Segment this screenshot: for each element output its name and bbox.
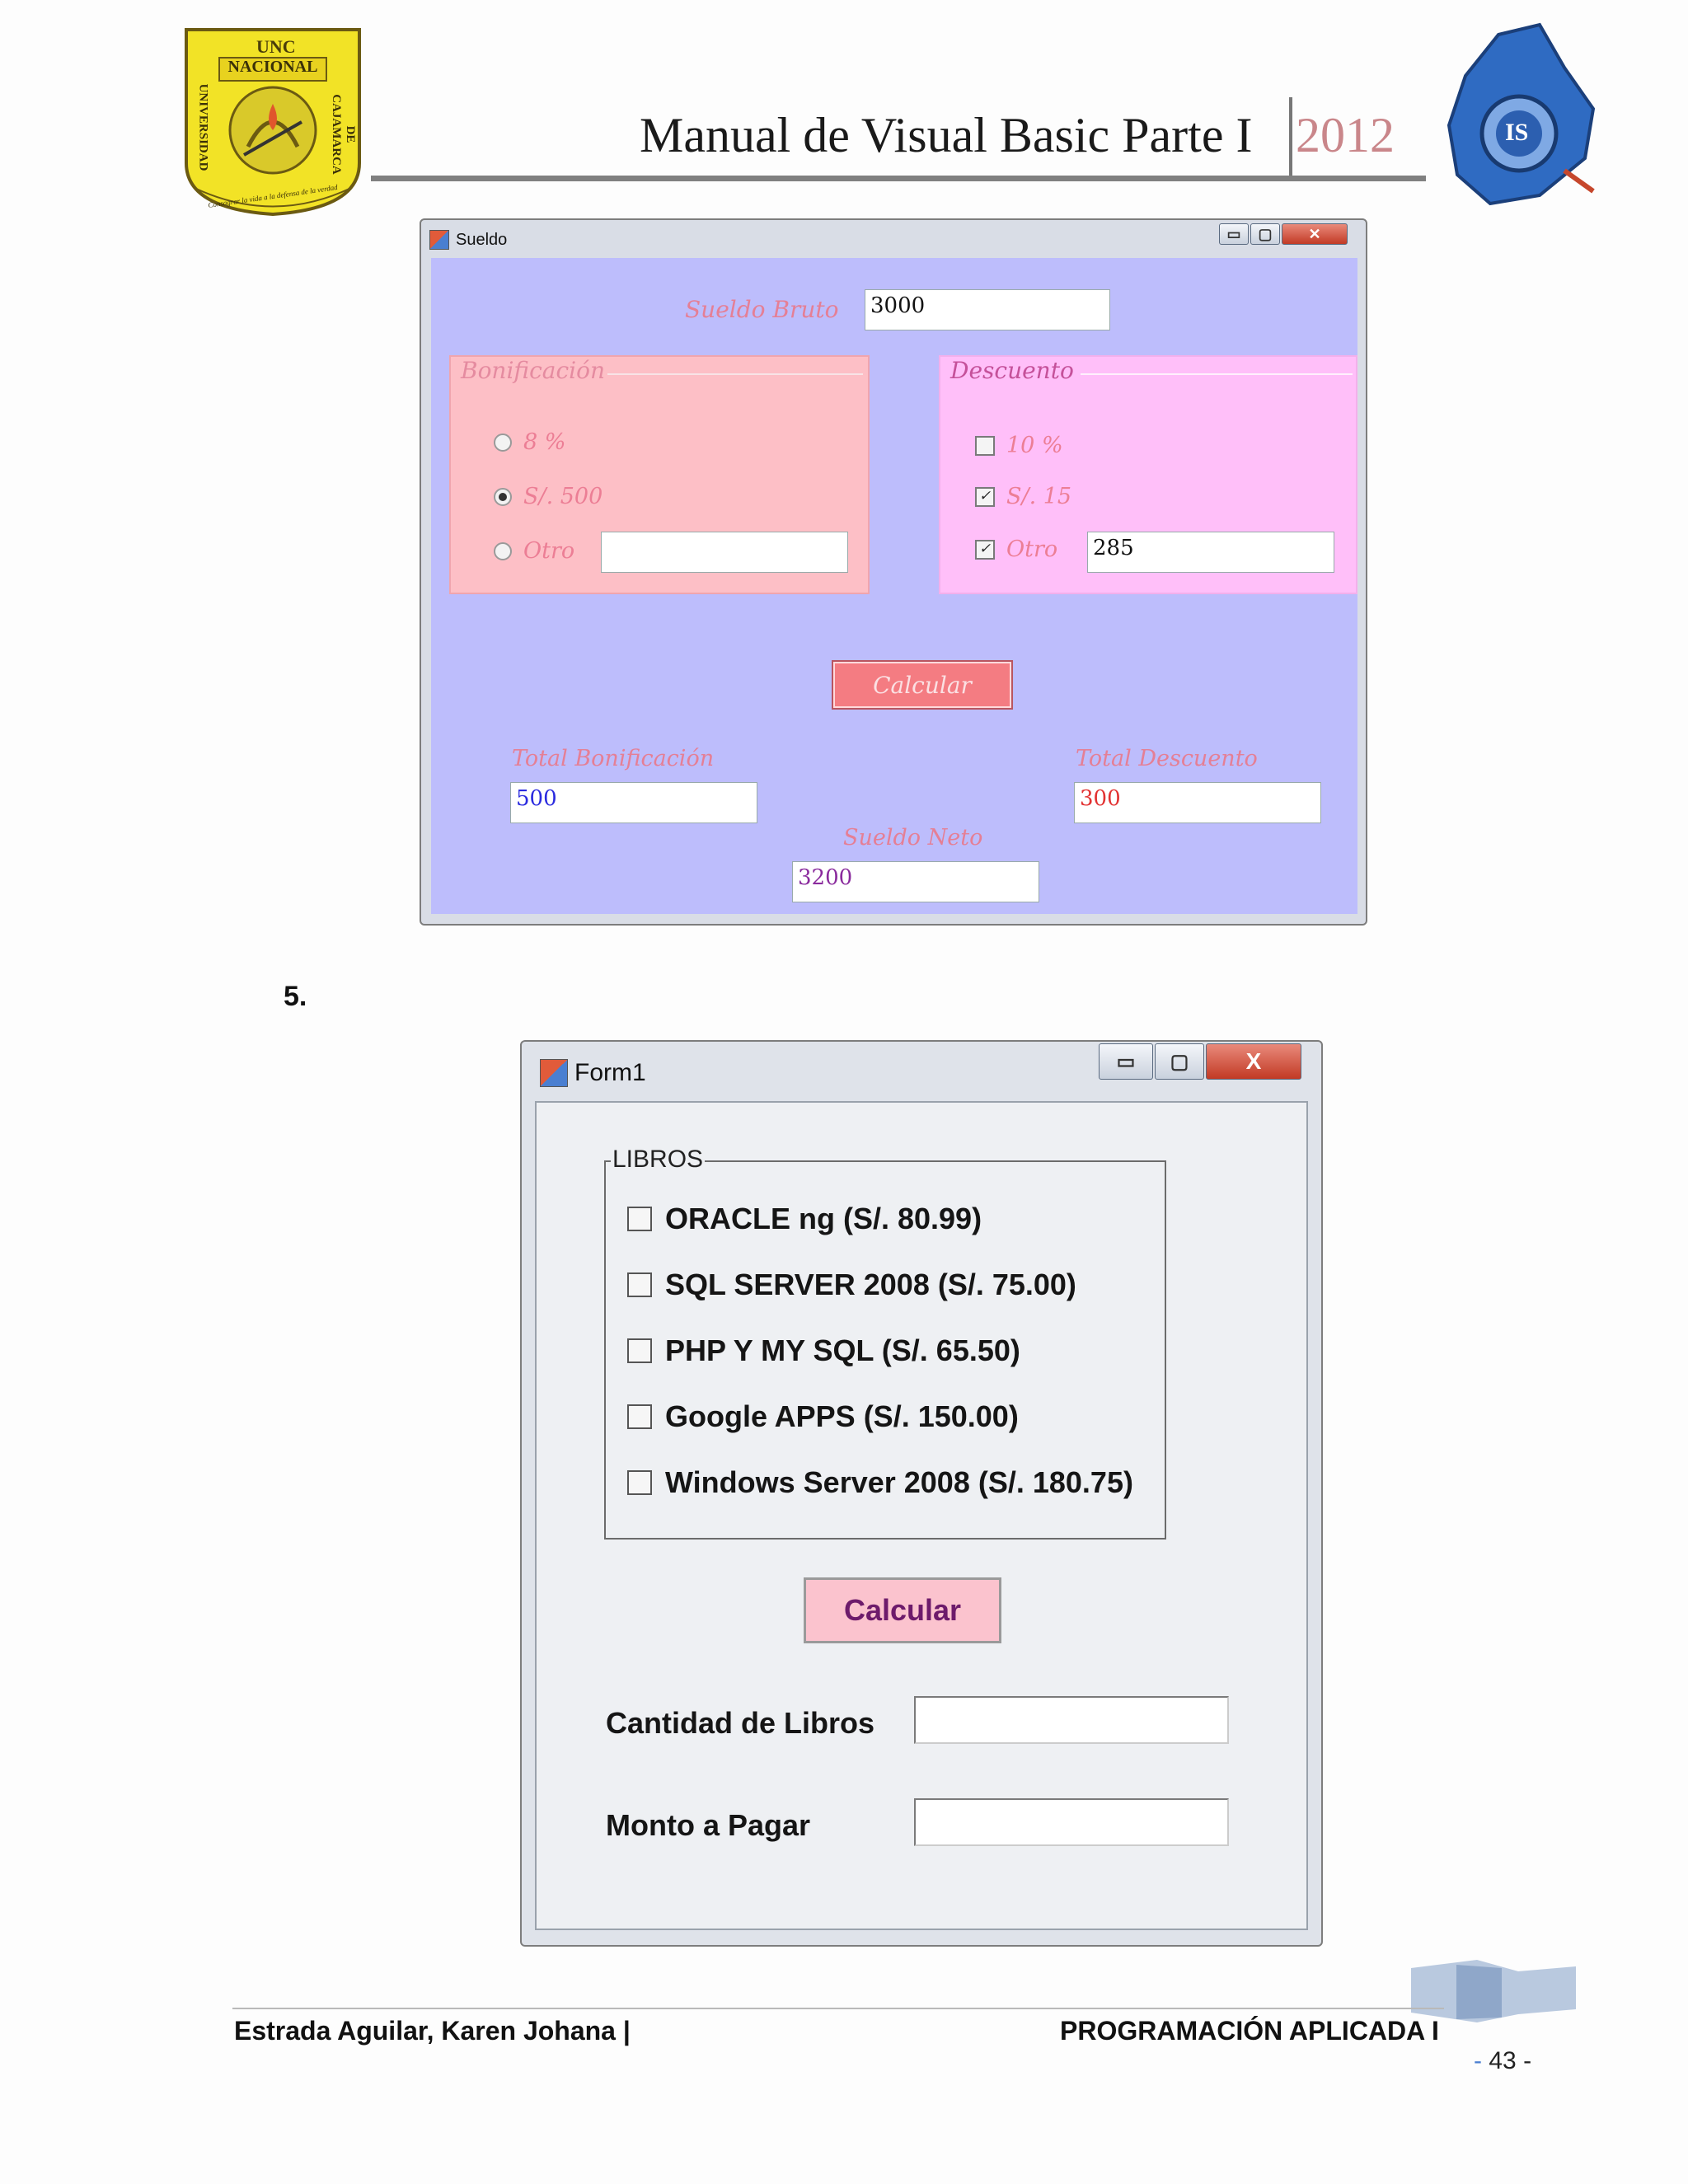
- desc-option-15-label: S/. 15: [1006, 484, 1072, 509]
- minimize-button[interactable]: ▭: [1219, 223, 1249, 245]
- logo-top-text: UNC: [256, 36, 296, 57]
- book-label-sqlserver: SQL SERVER 2008 (S/. 75.00): [665, 1268, 1076, 1301]
- desc-otro-input[interactable]: 285: [1087, 532, 1334, 573]
- descuento-title-rule: [1081, 373, 1353, 375]
- book-item-sqlserver[interactable]: [627, 1268, 1076, 1302]
- book-label-google: Google APPS (S/. 150.00): [665, 1399, 1019, 1433]
- logo-motto: Consagrar la vida a la defensa de la verdad: [207, 183, 339, 209]
- check-otro[interactable]: ✓: [975, 540, 995, 560]
- book-checkbox-google[interactable]: [627, 1404, 652, 1429]
- app-icon: [429, 230, 449, 250]
- libros-group-title: LIBROS: [612, 1146, 704, 1173]
- bon-option-otro[interactable]: [494, 538, 574, 564]
- header-rule: [371, 176, 1426, 181]
- bon-option-8-label: 8 %: [523, 429, 566, 455]
- book-label-windows: Windows Server 2008 (S/. 180.75): [665, 1465, 1133, 1499]
- book-checkbox-sqlserver[interactable]: [627, 1272, 652, 1297]
- desc-option-otro-label: Otro: [1006, 537, 1058, 562]
- sueldo-bruto-label: Sueldo Bruto: [685, 296, 839, 323]
- bon-option-500-label: S/. 500: [523, 484, 603, 509]
- footer-course: PROGRAMACIÓN APLICADA I: [1060, 2016, 1439, 2046]
- check-15[interactable]: ✓: [975, 487, 995, 507]
- bon-option-500[interactable]: [494, 484, 603, 509]
- total-bonificacion-input[interactable]: 500: [510, 782, 757, 823]
- footer-author: Estrada Aguilar, Karen Johana |: [234, 2016, 631, 2046]
- app-icon: [540, 1059, 568, 1087]
- bonificacion-title: Bonificación: [461, 357, 605, 384]
- monto-pagar-label: Monto a Pagar: [606, 1808, 811, 1842]
- radio-8[interactable]: [494, 434, 512, 452]
- calcular-button[interactable]: Calcular: [832, 660, 1013, 710]
- descuento-group: [939, 355, 1357, 594]
- form1-client-area: [535, 1101, 1308, 1930]
- logo-right-text: DE CAJAMARCA: [330, 94, 357, 175]
- maximize-button[interactable]: ▢: [1250, 223, 1280, 245]
- minimize-button[interactable]: ▭: [1099, 1043, 1153, 1080]
- book-item-oracle[interactable]: [627, 1202, 982, 1236]
- monto-pagar-input[interactable]: [914, 1798, 1229, 1846]
- cantidad-libros-input[interactable]: [914, 1696, 1229, 1744]
- bonificacion-group: [449, 355, 870, 594]
- form1-window-title: Form1: [574, 1059, 646, 1086]
- close-button[interactable]: ✕: [1282, 223, 1348, 245]
- sueldo-neto-input[interactable]: 3200: [792, 861, 1039, 902]
- right-logo: [1441, 18, 1606, 223]
- header-separator: [1289, 97, 1292, 176]
- page-header-year: 2012: [1296, 108, 1395, 162]
- cantidad-libros-label: Cantidad de Libros: [606, 1706, 875, 1740]
- calcular-button[interactable]: Calcular: [804, 1577, 1001, 1643]
- sueldo-bruto-input[interactable]: 3000: [865, 289, 1110, 330]
- bon-option-otro-label: Otro: [523, 538, 575, 564]
- descuento-title: Descuento: [950, 357, 1074, 384]
- desc-option-15[interactable]: [975, 484, 1071, 509]
- radio-otro[interactable]: [494, 542, 512, 560]
- sueldo-client-area: [431, 258, 1357, 914]
- logo-band-text: NACIONAL: [227, 58, 318, 76]
- sueldo-neto-label: Sueldo Neto: [843, 825, 983, 851]
- page-number-prefix: -: [1474, 2047, 1482, 2074]
- logo-left-text: UNIVERSIDAD: [196, 83, 210, 171]
- book-label-php: PHP Y MY SQL (S/. 65.50): [665, 1333, 1020, 1367]
- right-logo-text: IS: [1505, 119, 1529, 146]
- sueldo-titlebar[interactable]: [429, 225, 507, 255]
- form1-titlebar[interactable]: [540, 1057, 646, 1090]
- total-descuento-label: Total Descuento: [1076, 746, 1258, 771]
- page-number: [1474, 2047, 1531, 2075]
- radio-500[interactable]: [494, 488, 512, 506]
- bon-otro-input[interactable]: [601, 532, 848, 573]
- footer-rule: [232, 2008, 1444, 2009]
- sueldo-window-title: Sueldo: [456, 230, 508, 249]
- form1-window: [520, 1040, 1323, 1947]
- book-label-oracle: ORACLE ng (S/. 80.99): [665, 1202, 982, 1235]
- book-checkbox-oracle[interactable]: [627, 1207, 652, 1231]
- book-item-php[interactable]: [627, 1333, 1020, 1368]
- page-header-title: Manual de Visual Basic Parte I: [640, 108, 1253, 162]
- section-number: 5.: [284, 981, 307, 1012]
- check-10[interactable]: [975, 436, 995, 456]
- footer-decoration: [1411, 1960, 1576, 2022]
- book-checkbox-php[interactable]: [627, 1338, 652, 1363]
- book-checkbox-windows[interactable]: [627, 1470, 652, 1495]
- total-bonificacion-label: Total Bonificación: [512, 746, 715, 771]
- close-button[interactable]: X: [1206, 1043, 1301, 1080]
- maximize-button[interactable]: ▢: [1155, 1043, 1204, 1080]
- page-number-suffix: -: [1523, 2047, 1532, 2074]
- sueldo-window: [420, 218, 1367, 926]
- desc-option-10[interactable]: [975, 433, 1063, 458]
- page-number-value: 43: [1489, 2047, 1517, 2074]
- book-item-google[interactable]: [627, 1399, 1019, 1434]
- left-logo: [178, 23, 368, 219]
- book-item-windows[interactable]: [627, 1465, 1133, 1500]
- total-descuento-input[interactable]: 300: [1074, 782, 1321, 823]
- bon-option-8[interactable]: [494, 429, 565, 455]
- bonificacion-title-rule: [607, 373, 863, 375]
- desc-option-10-label: 10 %: [1006, 433, 1063, 458]
- desc-option-otro[interactable]: [975, 537, 1057, 562]
